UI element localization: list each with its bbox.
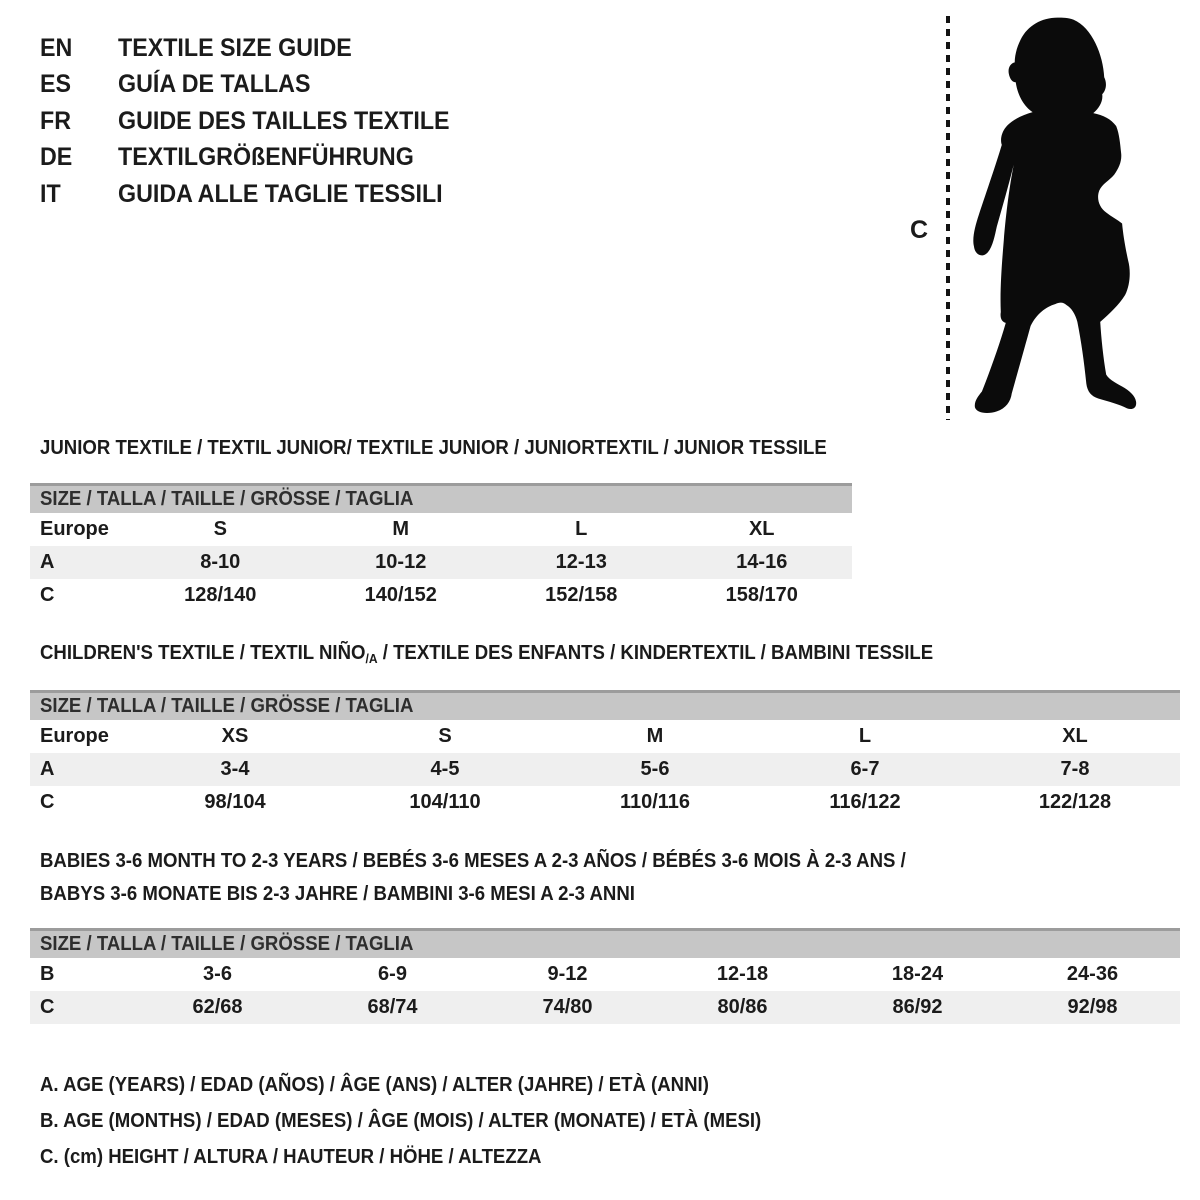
children-size-table xyxy=(30,690,1180,819)
height-value: 140/152 xyxy=(364,584,437,606)
height-value: 92/98 xyxy=(1067,996,1118,1018)
title-pre: CHILDREN'S TEXTILE / TEXTIL NIÑO xyxy=(40,642,366,664)
lang-code: IT xyxy=(40,179,61,208)
age-value: 10-12 xyxy=(375,551,427,573)
guide-title: GUIDA ALLE TAGLIE TESSILI xyxy=(118,179,443,208)
height-value: 116/122 xyxy=(829,791,901,813)
size-header-label: SIZE / TALLA / TAILLE / GRÖSSE / TAGLIA xyxy=(40,488,414,510)
table-row-height xyxy=(30,579,852,612)
table-row-months xyxy=(30,958,1180,991)
lang-row-en xyxy=(40,30,475,67)
height-value: 98/104 xyxy=(204,791,266,813)
age-value: 5-6 xyxy=(640,758,670,780)
row-label: C xyxy=(40,584,55,606)
size-header-bar xyxy=(30,483,852,513)
row-label: C xyxy=(40,996,55,1018)
lang-row-it xyxy=(40,176,475,213)
row-label: A xyxy=(40,758,55,780)
table-row-europe xyxy=(30,513,852,546)
guide-title: TEXTILGRÖßENFÜHRUNG xyxy=(118,143,414,172)
children-section-title xyxy=(40,641,1000,671)
table-row-height xyxy=(30,786,1180,819)
table-row-age xyxy=(30,546,852,579)
legend-line-b: B. AGE (MONTHS) / EDAD (MESES) / ÂGE (MOIS) / ALTER (MONATE) / ETÀ (MESI) xyxy=(40,1110,762,1132)
junior-section-title-text: JUNIOR TEXTILE / TEXTIL JUNIOR/ TEXTILE JUNIOR / JUNIORTEXTIL / JUNIOR TESSILE xyxy=(40,437,827,459)
lang-code: DE xyxy=(40,143,73,172)
children-section-title-text xyxy=(40,641,933,671)
height-measure-dashed-line xyxy=(946,16,950,420)
language-header xyxy=(40,30,475,213)
lang-row-de xyxy=(40,140,475,177)
lang-code: EN xyxy=(40,33,73,62)
age-value: 3-4 xyxy=(220,758,250,780)
junior-size-table xyxy=(30,483,852,612)
title-subscript: /A xyxy=(365,651,378,666)
age-value: 6-7 xyxy=(850,758,880,780)
size-header-label: SIZE / TALLA / TAILLE / GRÖSSE / TAGLIA xyxy=(40,933,414,955)
height-value: 122/128 xyxy=(1038,791,1112,813)
size-value: XS xyxy=(221,725,249,747)
babies-size-table xyxy=(30,928,1180,1024)
size-header-bar xyxy=(30,928,1180,958)
height-value: 104/110 xyxy=(409,791,481,813)
months-value: 18-24 xyxy=(891,963,944,985)
months-value: 6-9 xyxy=(378,963,407,985)
height-value: 68/74 xyxy=(367,996,418,1018)
age-value: 14-16 xyxy=(736,551,788,573)
legend-line-c: C. (cm) HEIGHT / ALTURA / HAUTEUR / HÖHE / ALTEZZA xyxy=(40,1146,542,1168)
height-value: 128/140 xyxy=(184,584,257,606)
size-value: L xyxy=(575,518,588,540)
size-header-bar xyxy=(30,690,1180,720)
size-value: M xyxy=(392,518,410,540)
height-value: 152/158 xyxy=(545,584,618,606)
size-header-label: SIZE / TALLA / TAILLE / GRÖSSE / TAGLIA xyxy=(40,695,414,717)
toddler-silhouette-icon xyxy=(966,14,1140,420)
guide-title: GUIDE DES TAILLES TEXTILE xyxy=(118,106,450,135)
row-label: C xyxy=(40,791,55,813)
lang-code: FR xyxy=(40,106,71,135)
lang-row-fr xyxy=(40,103,475,140)
guide-title: GUÍA DE TALLAS xyxy=(118,70,311,99)
row-label: B xyxy=(40,963,55,985)
babies-title-line2: BABYS 3-6 MONATE BIS 2-3 JAHRE / BAMBINI 3-6 MESI A 2-3 ANNI xyxy=(40,883,635,905)
size-value: S xyxy=(438,725,452,747)
months-value: 12-18 xyxy=(716,963,769,985)
months-value: 9-12 xyxy=(547,963,588,985)
lang-row-es xyxy=(40,67,475,104)
babies-section-title xyxy=(40,845,971,911)
guide-title: TEXTILE SIZE GUIDE xyxy=(118,33,352,62)
table-row-age xyxy=(30,753,1180,786)
size-value: M xyxy=(646,725,664,747)
height-value: 86/92 xyxy=(892,996,943,1018)
row-label: A xyxy=(40,551,55,573)
size-value: XL xyxy=(1062,725,1088,747)
age-value: 4-5 xyxy=(430,758,460,780)
height-measure-label: C xyxy=(910,216,929,244)
months-value: 24-36 xyxy=(1066,963,1119,985)
row-label: Europe xyxy=(40,725,109,747)
table-row-europe xyxy=(30,720,1180,753)
row-label: Europe xyxy=(40,518,109,540)
table-row-height xyxy=(30,991,1180,1024)
babies-title-line1: BABIES 3-6 MONTH TO 2-3 YEARS / BEBÉS 3-6 MESES A 2-3 AÑOS / BÉBÉS 3-6 MOIS À 2-3 ANS / xyxy=(40,850,906,872)
age-value: 12-13 xyxy=(555,551,607,573)
size-value: XL xyxy=(748,518,775,540)
age-value: 8-10 xyxy=(200,551,241,573)
height-value: 110/116 xyxy=(619,791,691,813)
months-value: 3-6 xyxy=(203,963,232,985)
lang-code: ES xyxy=(40,70,72,99)
height-value: 158/170 xyxy=(725,584,798,606)
legend xyxy=(40,1067,816,1175)
height-value: 80/86 xyxy=(717,996,768,1018)
size-value: S xyxy=(213,518,227,540)
height-value: 74/80 xyxy=(542,996,593,1018)
junior-section-title xyxy=(40,436,886,460)
legend-line-a: A. AGE (YEARS) / EDAD (AÑOS) / ÂGE (ANS) / ALTER (JAHRE) / ETÀ (ANNI) xyxy=(40,1074,709,1096)
title-post: / TEXTILE DES ENFANTS / KINDERTEXTIL / BAMBINI TESSILE xyxy=(377,642,934,664)
age-value: 7-8 xyxy=(1060,758,1090,780)
height-value: 62/68 xyxy=(192,996,243,1018)
size-value: L xyxy=(858,725,872,747)
